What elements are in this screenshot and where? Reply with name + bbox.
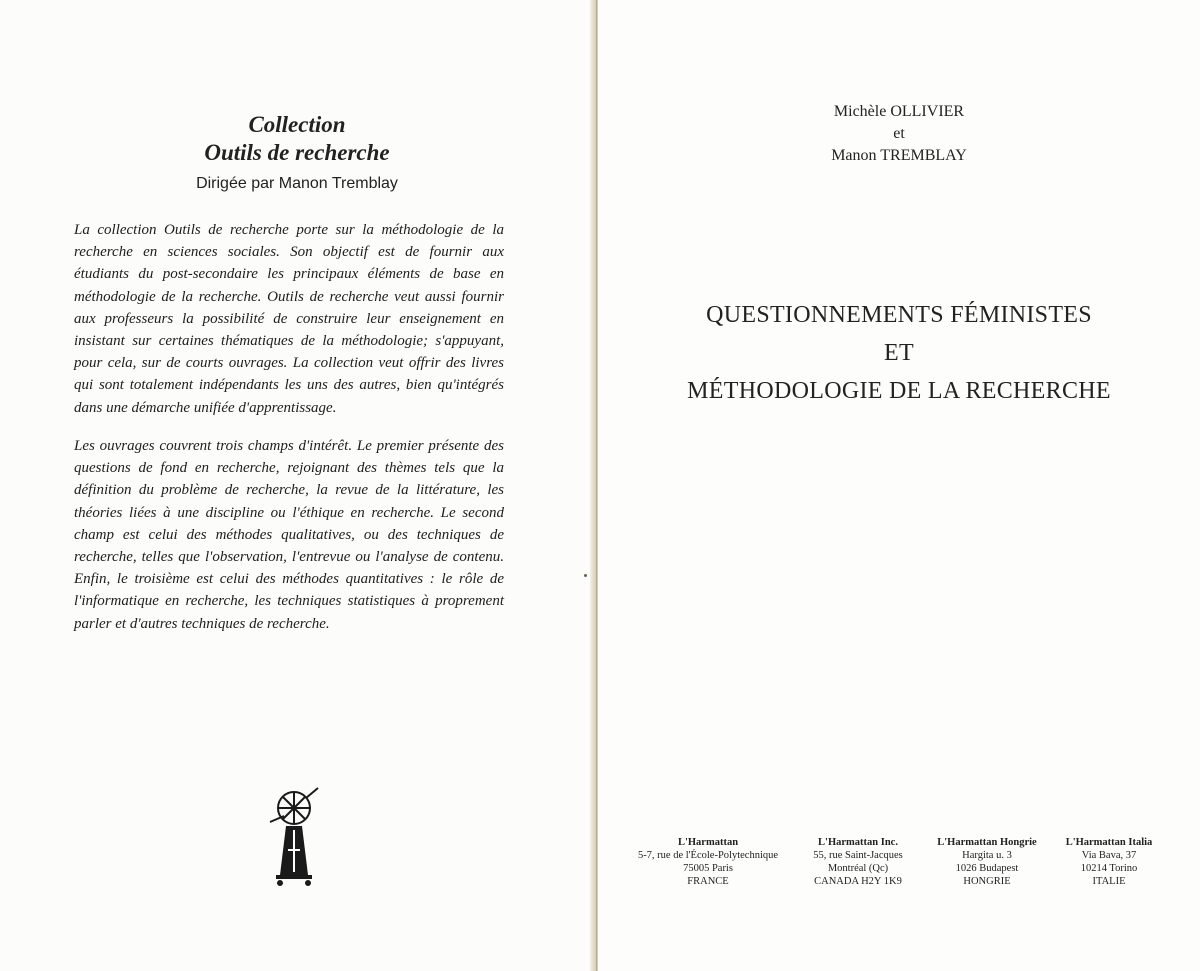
title-line: QUESTIONNEMENTS FÉMINISTES bbox=[706, 302, 1092, 328]
publisher-name: L'Harmattan Hongrie bbox=[937, 837, 1037, 848]
book-title bbox=[598, 296, 1200, 410]
publisher-address-line: 10214 Torino bbox=[1080, 863, 1138, 874]
publisher-address-line: Via Bava, 37 bbox=[1081, 850, 1137, 861]
publisher-country: CANADA H2Y 1K9 bbox=[814, 876, 902, 887]
series-editor: Dirigée par Manon Tremblay bbox=[196, 175, 398, 192]
publisher-address-line: 75005 Paris bbox=[683, 863, 733, 874]
publisher-address-line: Montréal (Qc) bbox=[827, 863, 889, 874]
publisher-address-line: 5-7, rue de l'École-Polytechnique bbox=[637, 850, 779, 861]
collection-description-paragraph: La collection Outils de recherche porte sur la méthodologie de la recherche en sciences sociales. Son objectif est de fournir aux étudiants du post-secondaire les principaux éléments de base en méthodologie de la recherche. Outils de recherche veut aussi fournir aux professeurs la possibilité de construire leur enseignement en insistant sur certaines thématiques de la méthodologie; s'appuyant, pour cela, sur de courts ouvrages. La collection veut offrir des livres qui sont totalement indépendants les uns des autres, bien qu'intégrés dans une démarche unifiée d'apprentissage. bbox=[74, 222, 504, 416]
publisher-name: L'Harmattan Inc. bbox=[818, 837, 898, 848]
gutter-fold-line bbox=[596, 0, 597, 971]
publisher-entry bbox=[798, 836, 918, 888]
publisher-entry bbox=[1054, 836, 1164, 888]
author-conjunction: et bbox=[893, 125, 905, 142]
author-name: Michèle OLLIVIER bbox=[833, 103, 965, 120]
paper-speck bbox=[584, 574, 587, 577]
title-line: MÉTHODOLOGIE DE LA RECHERCHE bbox=[687, 378, 1111, 404]
publisher-country: HONGRIE bbox=[963, 876, 1011, 887]
author-name: Manon TREMBLAY bbox=[831, 147, 967, 164]
publisher-entry bbox=[628, 836, 788, 888]
title-line: ET bbox=[884, 340, 914, 366]
publisher-address-line: 55, rue Saint-Jacques bbox=[813, 850, 903, 861]
publisher-country: FRANCE bbox=[687, 876, 729, 887]
author-block bbox=[598, 101, 1200, 167]
windmill-emblem-icon bbox=[262, 780, 322, 890]
publisher-country: ITALIE bbox=[1092, 876, 1126, 887]
collection-heading: Collection bbox=[248, 112, 346, 137]
collection-scope-paragraph: Les ouvrages couvrent trois champs d'intérêt. Le premier présente des questions de fond en recherche, rejoignant des thèmes tels que la définition du problème de recherche, la revue de la littérature, les théories liées à une discipline ou l'éthique en recherche. Le second champ est celui des méthodes qualitatives, ou des techniques de recherche, telles que l'observation, l'entrevue ou l'analyse de contenu. Enfin, le troisième est celui des méthodes quantitatives : le rôle de l'informatique en recherche, les techniques statistiques à proprement parler et d'autres techniques de recherche. bbox=[74, 438, 504, 632]
publisher-address-line: Hargita u. 3 bbox=[962, 850, 1012, 861]
publisher-address-line: 1026 Budapest bbox=[955, 863, 1019, 874]
publisher-name: L'Harmattan bbox=[677, 837, 739, 848]
publisher-name: L'Harmattan Italia bbox=[1065, 837, 1153, 848]
collection-name: Outils de recherche bbox=[204, 140, 390, 165]
publisher-entry bbox=[926, 836, 1048, 888]
publisher-addresses bbox=[628, 836, 1168, 896]
